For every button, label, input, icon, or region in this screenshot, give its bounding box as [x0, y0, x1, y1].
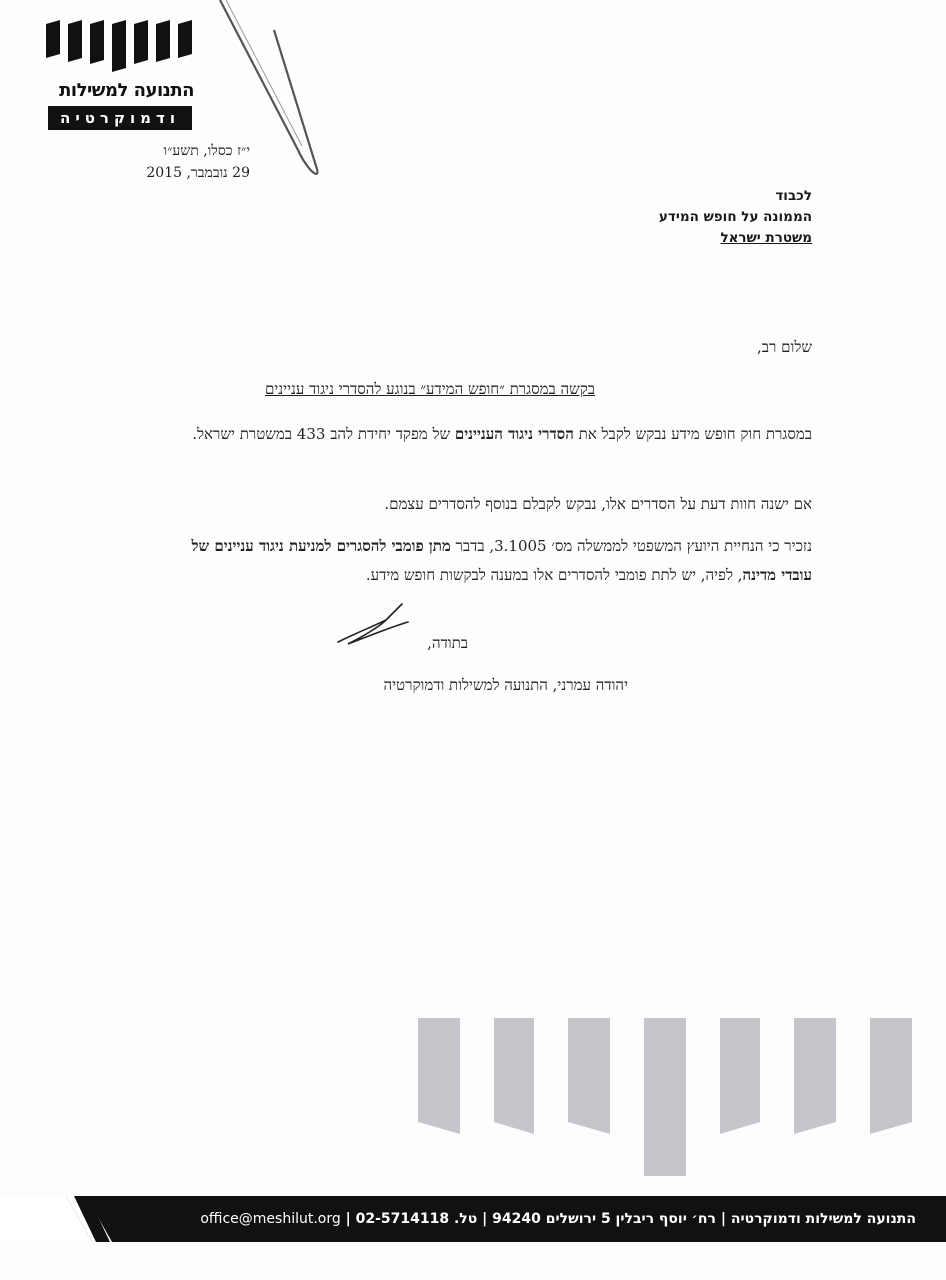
letter-dates — [120, 140, 250, 184]
footer-separator: | — [345, 1211, 351, 1227]
footer-separator: | — [482, 1211, 488, 1227]
signer-line: יהודה עמרני, התנועה למשילות ודמוקרטיה — [383, 676, 628, 694]
addressee-line2: הממונה על חופש המידע — [658, 209, 812, 225]
hebrew-date: י״ז כסלו, תשע״ו — [163, 143, 250, 159]
footer-org: התנועה למשילות ודמוקרטיה — [730, 1211, 916, 1227]
paragraph-1 — [160, 420, 812, 449]
paragraph-3-bold: מתן פומבי להסגרים למניעת ניגוד עניינים של עובדי מדינה — [191, 537, 812, 584]
letter-subject: בקשה במסגרת ״חופש המידע״ בנוגע להסדרי ניגוד עניינים — [264, 380, 596, 398]
deco-bar-7 — [870, 1018, 912, 1134]
logo-name-line1: התנועה למשילות — [59, 80, 194, 101]
deco-bar-2 — [494, 1018, 534, 1134]
letterhead-footer — [0, 1196, 946, 1242]
paragraph-1-bold: הסדרי ניגוד העניינים — [454, 425, 574, 443]
deco-bar-1 — [418, 1018, 460, 1134]
footer-address: רח׳ יוסף ריבלין 5 ירושלים 94240 — [492, 1211, 716, 1227]
addressee-block — [512, 186, 812, 249]
footer-contact — [126, 1196, 916, 1242]
decorative-bars — [410, 1010, 920, 1190]
paragraph-2: אם ישנה חוות דעת על הסדרים אלו, נבקש לקבלם בנוסף להסדרים עצמם. — [384, 495, 812, 513]
paragraph-3 — [160, 532, 812, 590]
gregorian-date: 29 נובמבר, 2015 — [146, 165, 250, 181]
footer-phone: טל. 02-5714118 — [355, 1211, 478, 1227]
logo-bars-icon — [44, 18, 194, 73]
greeting: שלום רב, — [757, 338, 812, 356]
paragraph-3-text-a: נזכיר כי הנחיית היועץ המשפטי לממשלה מס׳ 3.1005, בדבר — [450, 537, 812, 555]
deco-bar-4 — [644, 1018, 686, 1176]
closing-thanks: בתודה, — [427, 634, 468, 652]
addressee-line3: משטרת ישראל — [720, 230, 812, 246]
paragraph-1-text-a: במסגרת חוק חופש מידע נבקש לקבל את — [573, 425, 812, 443]
logo-name-line2: ודמוקרטיה — [48, 106, 192, 130]
addressee-line1: לכבוד — [775, 188, 812, 204]
paragraph-3-text-b: , לפיה, יש לתת פומבי להסדרים אלו במענה לבקשות חופש מידע. — [365, 566, 743, 584]
footer-email-link[interactable]: office@meshilut.org — [200, 1211, 341, 1227]
footer-separator: | — [720, 1211, 726, 1227]
deco-bar-5 — [720, 1018, 760, 1134]
deco-bar-6 — [794, 1018, 836, 1134]
paragraph-1-text-b: של מפקד יחידת להב 433 במשטרת ישראל. — [192, 425, 455, 443]
deco-bar-3 — [568, 1018, 610, 1134]
